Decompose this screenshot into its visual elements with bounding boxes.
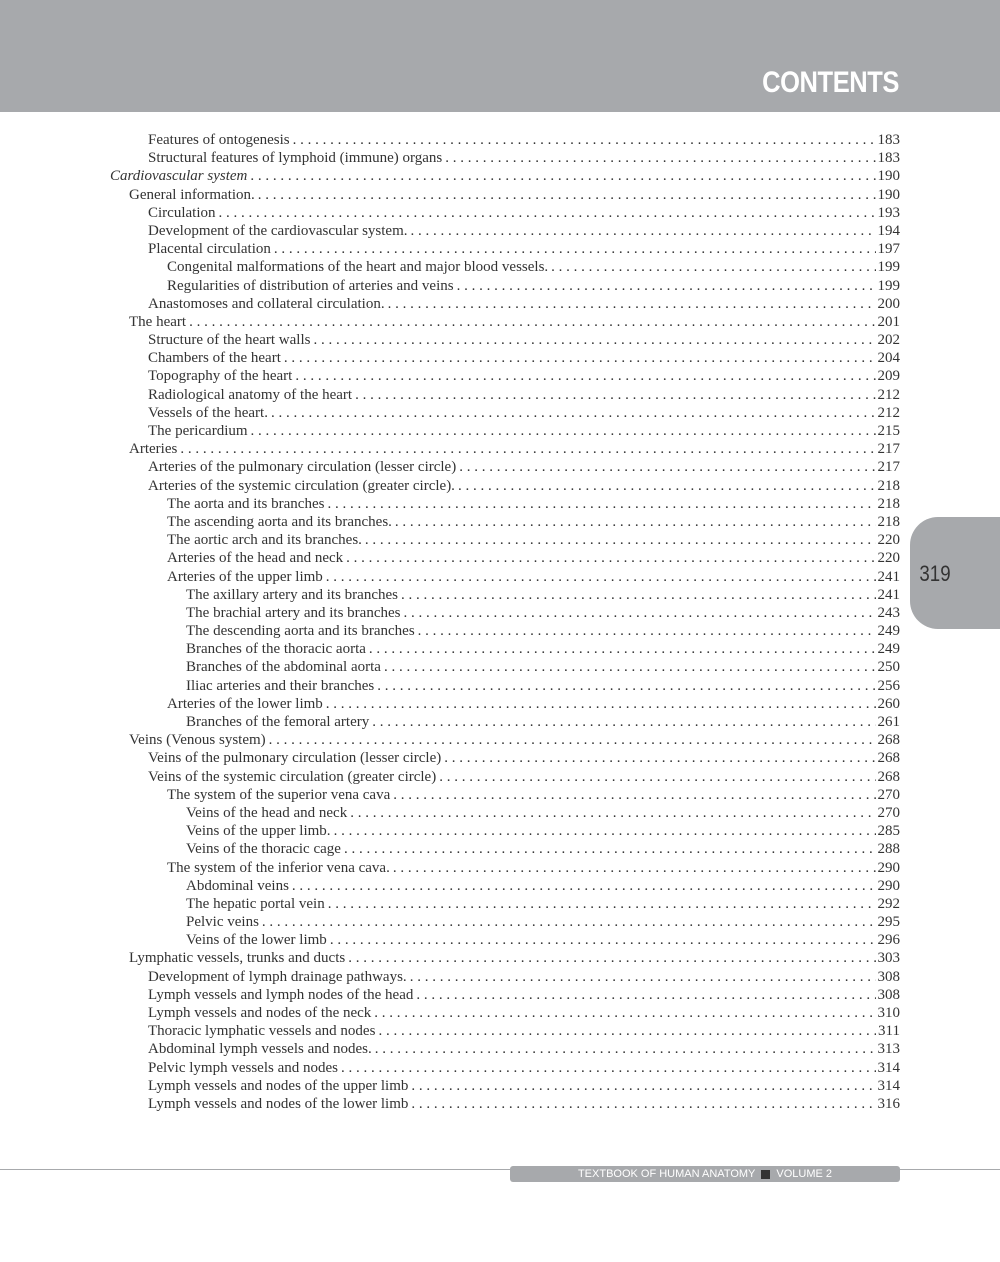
dot-leader [403,604,875,622]
dot-leader [269,731,876,749]
toc-entry-page: 199 [877,277,900,294]
toc-entry-title: The brachial artery and its branches [186,604,403,622]
dot-leader [374,1004,875,1022]
toc-entry-page: 249 [877,623,900,640]
toc-entry [110,804,900,822]
dot-leader [411,222,876,240]
toc-entry [110,640,900,658]
toc-entry-title: Arteries of the lower limb [167,695,326,713]
footer-running-title [510,1166,900,1182]
toc-entry-page: 194 [877,222,900,239]
toc-entry-title: The descending aorta and its branches [186,622,418,640]
toc-entry-page: 270 [877,804,900,821]
dot-leader [410,968,876,986]
toc-entry-title: Arteries [129,440,180,458]
toc-entry-title: Lymph vessels and nodes of the neck [148,1004,374,1022]
toc-entry-page: 209 [877,368,900,385]
toc-entry-page: 202 [877,332,900,349]
toc-entry-title: Veins (Venous system) [129,731,269,749]
dot-leader [250,167,875,185]
footer-volume: VOLUME 2 [776,1168,833,1180]
dot-leader [393,786,875,804]
toc-entry-title: Branches of the femoral artery [186,713,372,731]
toc-entry [110,822,900,840]
dot-leader [439,768,875,786]
toc-entry [110,386,900,404]
toc-entry-page: 295 [877,914,900,931]
dot-leader [418,622,876,640]
toc-entry-title: Topography of the heart [148,367,295,385]
toc-entry [110,622,900,640]
dot-leader [377,677,875,695]
toc-entry-title: The pericardium [148,422,251,440]
toc-entry-title: The system of the inferior vena cava. [167,859,393,877]
toc-entry-page: 197 [877,241,900,258]
toc-entry-page: 204 [877,350,900,367]
toc-entry-title: The aorta and its branches [167,495,327,513]
toc-entry-page: 296 [877,932,900,949]
dot-leader [350,804,875,822]
toc-entry-title: Placental circulation [148,240,274,258]
dot-leader [411,1095,875,1113]
toc-entry [110,895,900,913]
toc-entry-title: Veins of the upper limb. [186,822,334,840]
toc-entry-page: 250 [877,659,900,676]
toc-entry-page: 201 [877,313,900,330]
toc-entry [110,840,900,858]
toc-entry-page: 268 [877,750,900,767]
toc-entry-title: Veins of the thoracic cage [186,840,344,858]
dot-leader [334,822,876,840]
toc-entry-title: The hepatic portal vein [186,895,328,913]
dot-leader [271,404,876,422]
toc-entry-title: Branches of the abdominal aorta [186,658,384,676]
dot-leader [445,149,875,167]
toc-entry-page: 311 [878,1023,900,1040]
toc-entry [110,477,900,495]
toc-entry-title: Arteries of the systemic circulation (greater circle). [148,477,458,495]
toc-entry-page: 316 [877,1095,900,1112]
toc-entry-page: 212 [877,404,900,421]
dot-leader [326,568,876,586]
toc-entry-page: 217 [877,459,900,476]
dot-leader [251,422,876,440]
toc-entry [110,1095,900,1113]
dot-leader [292,877,876,895]
toc-entry-page: 243 [877,604,900,621]
dot-leader [401,586,876,604]
dot-leader [313,331,875,349]
toc-entry-title: Anastomoses and collateral circulation. [148,295,388,313]
toc-entry-page: 313 [877,1041,900,1058]
toc-entry-page: 268 [877,768,900,785]
toc-entry [110,549,900,567]
dot-leader [355,386,875,404]
toc-entry [110,331,900,349]
toc-entry-title: Arteries of the upper limb [167,568,326,586]
toc-entry [110,1077,900,1095]
toc-entry-page: 249 [877,641,900,658]
toc-entry-page: 218 [877,513,900,530]
toc-entry-title: Lymph vessels and nodes of the upper limb [148,1077,411,1095]
toc-entry-page: 200 [877,295,900,312]
table-of-contents [110,131,900,1113]
toc-entry-title: Pelvic lymph vessels and nodes [148,1059,341,1077]
dot-leader [375,1040,876,1058]
toc-entry [110,859,900,877]
toc-entry-title: Radiological anatomy of the heart [148,386,355,404]
toc-entry-title: Vessels of the heart. [148,404,271,422]
toc-entry-page: 218 [877,477,900,494]
toc-entry-page: 290 [877,877,900,894]
toc-entry [110,713,900,731]
toc-entry-page: 241 [877,586,900,603]
toc-entry [110,1022,900,1040]
toc-entry-page: 260 [877,695,900,712]
dot-leader [295,367,875,385]
toc-entry-title: Lymph vessels and nodes of the lower limb [148,1095,411,1113]
toc-entry-page: 193 [877,204,900,221]
dot-leader [457,277,876,295]
toc-entry-page: 261 [877,714,900,730]
toc-entry [110,1059,900,1077]
toc-entry [110,749,900,767]
toc-entry [110,1004,900,1022]
toc-entry-page: 285 [877,823,900,840]
dot-leader [219,204,876,222]
dot-leader [378,1022,876,1040]
dot-leader [274,240,876,258]
dot-leader [388,295,876,313]
toc-entry [110,695,900,713]
toc-entry-page: 290 [877,859,900,876]
toc-entry [110,204,900,222]
page-title: CONTENTS [762,66,899,99]
dot-leader [341,1059,876,1077]
toc-entry [110,786,900,804]
dot-leader [180,440,875,458]
dot-leader [189,313,875,331]
toc-entry [110,167,900,185]
dot-leader [395,513,876,531]
dot-leader [372,713,875,731]
toc-entry-title: The system of the superior vena cava [167,786,393,804]
toc-entry-title: Arteries of the pulmonary circulation (lesser circle) [148,458,459,476]
toc-entry-page: 292 [877,895,900,912]
toc-entry [110,913,900,931]
toc-entry-title: Circulation [148,204,219,222]
toc-entry-title: The axillary artery and its branches [186,586,401,604]
toc-entry-page: 268 [877,732,900,749]
dot-leader [327,495,875,513]
toc-entry [110,949,900,967]
toc-entry-page: 256 [877,677,900,694]
toc-entry [110,422,900,440]
dot-leader [262,913,876,931]
toc-entry-page: 270 [877,786,900,803]
toc-entry [110,513,900,531]
dot-leader [284,349,876,367]
toc-entry-page: 218 [877,495,900,512]
toc-entry [110,349,900,367]
toc-entry-title: Lymph vessels and lymph nodes of the head [148,986,416,1004]
toc-entry-page: 190 [877,186,900,203]
toc-entry [110,495,900,513]
toc-entry-page: 308 [877,968,900,985]
toc-entry-page: 241 [877,568,900,585]
footer-book-title: TEXTBOOK OF HUMAN ANATOMY [577,1168,756,1180]
toc-entry-title: Congenital malformations of the heart and major blood vessels. [167,258,551,276]
toc-entry [110,440,900,458]
dot-leader [365,531,876,549]
toc-entry-page: 288 [877,841,900,858]
toc-entry-title: Arteries of the head and neck [167,549,346,567]
toc-entry-title: Veins of the systemic circulation (greater circle) [148,768,439,786]
toc-entry-title: Pelvic veins [186,913,262,931]
toc-entry [110,931,900,949]
toc-entry [110,295,900,313]
toc-entry [110,531,900,549]
toc-entry-title: Structural features of lymphoid (immune) organs [148,149,445,167]
toc-entry-title: Branches of the thoracic aorta [186,640,369,658]
square-bullet-icon [761,1170,770,1179]
toc-entry-page: 303 [877,950,900,967]
toc-entry-title: The heart [129,313,189,331]
dot-leader [328,895,876,913]
toc-entry-page: 220 [877,550,900,567]
toc-entry-title: Lymphatic vessels, trunks and ducts [129,949,348,967]
toc-entry-title: Features of ontogenesis [148,131,293,149]
dot-leader [369,640,876,658]
toc-entry-page: 220 [877,532,900,549]
toc-entry-title: Regularities of distribution of arteries and veins [167,277,457,295]
page-number: 319 [919,561,951,586]
toc-entry [110,986,900,1004]
toc-entry-page: 308 [877,986,900,1003]
toc-entry [110,186,900,204]
toc-entry [110,586,900,604]
toc-entry-page: 183 [877,132,900,148]
toc-entry [110,604,900,622]
dot-leader [384,658,876,676]
dot-leader [458,477,876,495]
dot-leader [393,859,876,877]
toc-entry [110,968,900,986]
toc-entry-title: Structure of the heart walls [148,331,313,349]
dot-leader [330,931,876,949]
toc-entry [110,367,900,385]
toc-entry-title: Iliac arteries and their branches [186,677,377,695]
toc-entry-title: Development of the cardiovascular system. [148,222,411,240]
toc-entry-page: 199 [877,259,900,276]
toc-entry [110,149,900,167]
toc-entry [110,658,900,676]
toc-entry [110,277,900,295]
dot-leader [326,695,876,713]
toc-entry [110,677,900,695]
toc-entry-title: General information. [129,186,258,204]
toc-entry [110,240,900,258]
toc-entry-title: Chambers of the heart [148,349,284,367]
toc-entry [110,1040,900,1058]
toc-entry-title: Veins of the head and neck [186,804,350,822]
toc-entry-page: 310 [877,1005,900,1021]
dot-leader [348,949,875,967]
toc-entry-title: Development of lymph drainage pathways. [148,968,410,986]
toc-entry-page: 217 [877,441,900,458]
toc-entry-title: Thoracic lymphatic vessels and nodes [148,1022,378,1040]
toc-entry-title: Abdominal lymph vessels and nodes. [148,1040,375,1058]
toc-entry [110,131,900,149]
dot-leader [293,131,876,149]
toc-entry-page: 314 [877,1059,900,1076]
toc-entry-title: The aortic arch and its branches. [167,531,365,549]
toc-entry-page: 183 [877,150,900,167]
dot-leader [258,186,876,204]
dot-leader [344,840,876,858]
toc-entry [110,568,900,586]
toc-entry [110,258,900,276]
toc-entry [110,731,900,749]
toc-entry-page: 212 [877,386,900,403]
toc-entry-page: 215 [877,423,900,439]
toc-entry [110,458,900,476]
toc-entry-page: 190 [877,168,900,185]
toc-entry-title: Abdominal veins [186,877,292,895]
toc-entry [110,877,900,895]
dot-leader [444,749,875,767]
toc-entry-title: The ascending aorta and its branches. [167,513,395,531]
toc-entry [110,768,900,786]
dot-leader [346,549,875,567]
dot-leader [411,1077,875,1095]
toc-entry-page: 314 [877,1077,900,1094]
toc-entry-title: Veins of the lower limb [186,931,330,949]
dot-leader [551,258,875,276]
dot-leader [459,458,875,476]
toc-entry-title: Cardiovascular system [110,167,250,185]
toc-entry [110,404,900,422]
dot-leader [416,986,875,1004]
toc-entry-title: Veins of the pulmonary circulation (lesser circle) [148,749,444,767]
toc-entry [110,313,900,331]
toc-entry [110,222,900,240]
